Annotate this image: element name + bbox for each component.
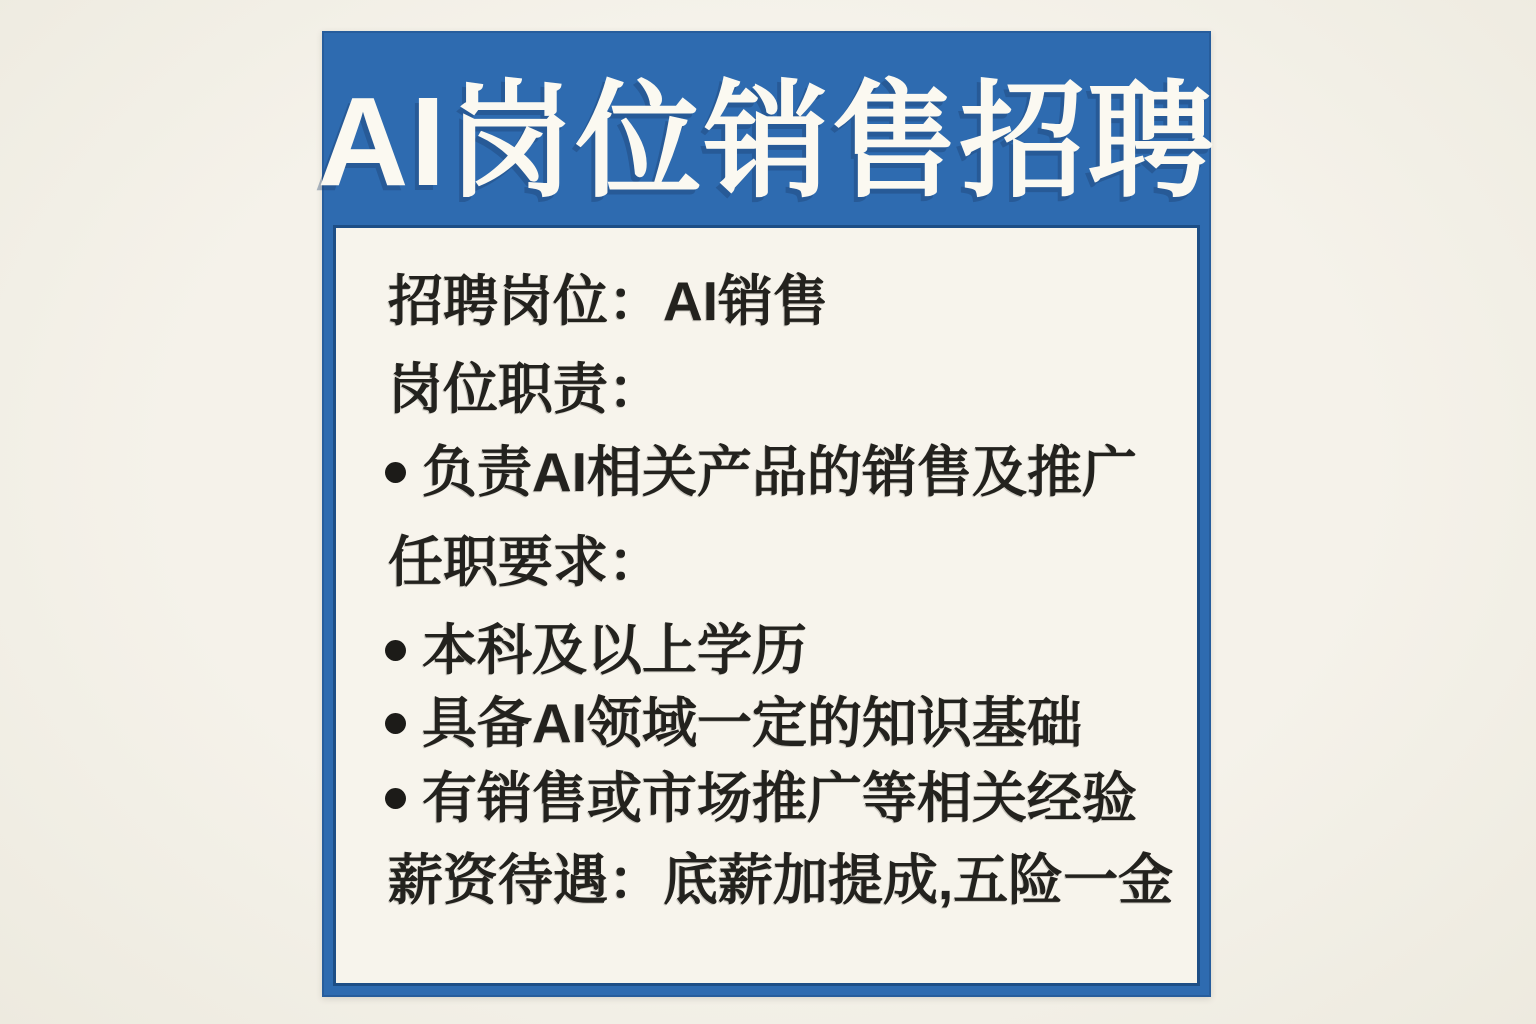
line-text: 任职要求：	[388, 531, 664, 593]
poster-title: AI岗位销售招聘	[317, 71, 1216, 212]
poster-body-panel	[333, 225, 1200, 986]
poster-header	[317, 33, 1216, 225]
line-text: 本科及以上学历	[422, 619, 808, 681]
field-salary	[385, 849, 1173, 911]
bullet-icon	[385, 462, 406, 483]
line-text: 薪资待遇：底薪加提成,五险一金	[388, 849, 1174, 911]
bullet-icon	[385, 713, 406, 734]
bullet-item-education	[385, 619, 807, 681]
line-text: 有销售或市场推广等相关经验	[422, 767, 1138, 829]
recruitment-card	[317, 31, 1216, 997]
heading-requirements	[385, 531, 663, 593]
heading-responsibilities	[385, 358, 663, 420]
line-text: 具备AI领域一定的知识基础	[422, 692, 1083, 754]
line-text: 负责AI相关产品的销售及推广	[422, 441, 1138, 503]
line-text: 招聘岗位：AI销售	[388, 270, 829, 332]
field-recruit-position	[385, 270, 828, 332]
bullet-item-experience	[385, 767, 1137, 829]
bullet-item-sales-promotion	[385, 441, 1137, 503]
bullet-icon	[385, 640, 406, 661]
bullet-item-ai-knowledge	[385, 692, 1082, 754]
line-text: 岗位职责：	[388, 358, 664, 420]
bullet-icon	[385, 788, 406, 809]
